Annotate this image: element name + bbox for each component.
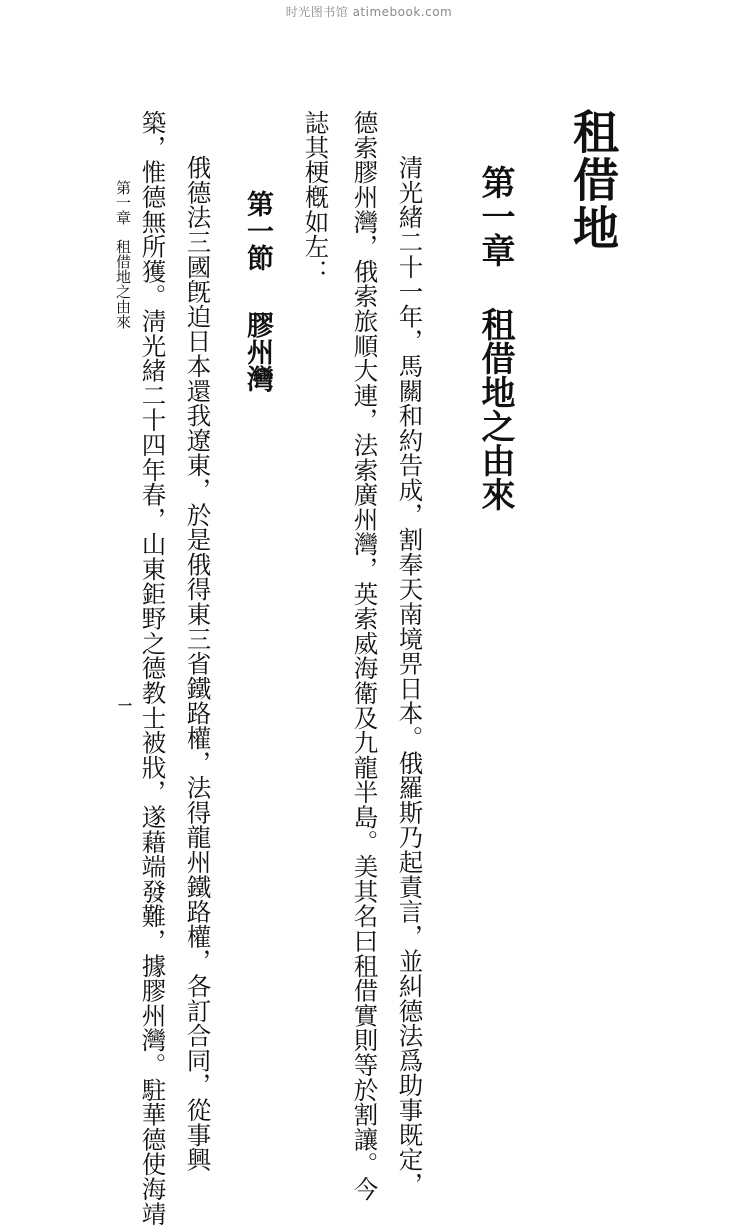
section-heading <box>244 190 271 392</box>
page-number: 一 <box>118 699 132 715</box>
paragraph-2-line-2: 築，惟德無所獲。淸光緒二十四年春，山東鉅野之德教士被戕，遂藉端發難，據膠州灣。駐華德使海靖 <box>138 110 168 1226</box>
running-header-chapter: 第一章 <box>114 180 132 225</box>
chapter-number: 第一章 <box>475 165 515 267</box>
paragraph-1-line-1: 清光緒二十一年，馬關和約告成，割奉天南境畀日本。俄羅斯乃起責言，並糾德法爲助事既定， <box>395 155 425 1197</box>
chapter-title: 租借地之由來 <box>475 307 515 511</box>
paragraph-1-line-2: 德索膠州灣，俄索旅順大連，法索廣州灣，英索威海衛及九龍半島。美其名曰租借實則等於割讓。今 <box>350 110 380 1202</box>
paragraph-1-line-3: 誌其梗槪如左： <box>301 110 331 284</box>
watermark: 时光图书馆 atimebook.com <box>285 5 453 19</box>
section-title: 膠州灣 <box>242 311 273 392</box>
book-title: 租借地 <box>566 108 620 252</box>
section-number: 第一節 <box>242 190 273 271</box>
paragraph-2-line-1: 俄德法三國旣迫日本還我遼東，於是俄得東三省鐵路權，法得龍州鐵路權，各訂合同，從事興 <box>183 155 213 1172</box>
chapter-heading <box>475 165 515 511</box>
running-header <box>115 180 130 329</box>
running-header-title: 租借地之由來 <box>114 239 132 329</box>
